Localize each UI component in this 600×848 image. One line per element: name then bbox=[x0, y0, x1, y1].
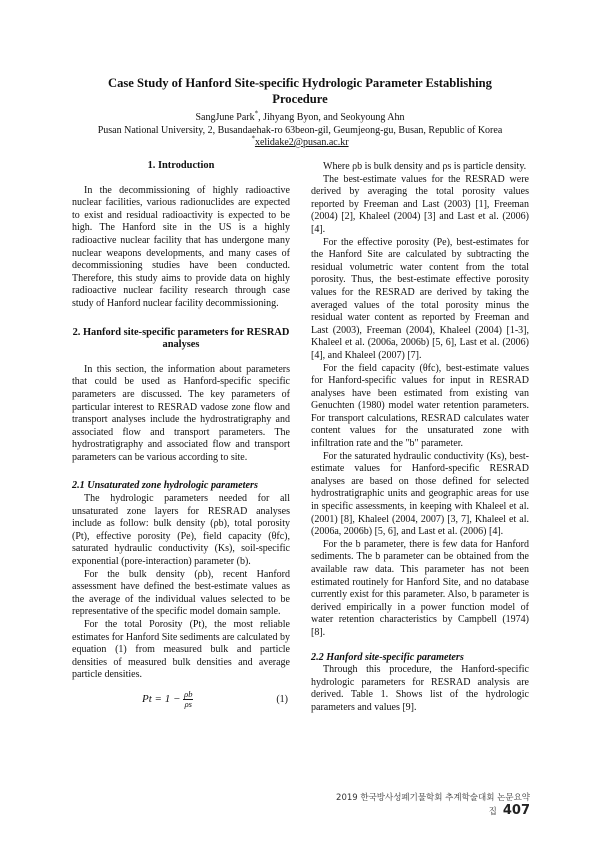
corresponding-mark: * bbox=[254, 109, 259, 118]
equation-1 bbox=[72, 686, 290, 716]
right-paragraph-1: Where ρb is bulk density and ρs is particle density. bbox=[323, 161, 527, 172]
page-number: 407 bbox=[502, 803, 530, 818]
subsection-2-1-paragraph-2: For the bulk density (ρb), recent Hanford assessment have defined the best-estimate values as the average of the individual values selected to be representative of the specific model domain sample. bbox=[72, 568, 290, 618]
subsection-2-1-paragraph-3: For the total Porosity (Pt), the most reliable estimates for Hanford Site sediments are calculated by equation (1) from measured bulk and particle densities of measured bulk densities and average particle densities. bbox=[72, 619, 290, 681]
title-line-2: Procedure bbox=[272, 92, 328, 106]
right-paragraph-5: For the saturated hydraulic conductivity (Ks), best-estimate values for Hanford-specific RESRAD analyses are based on those defined for selected hydrostratigraphic units and geographic areas for use in specific assessments, in keeping with Khaleel et al. (2001) [8], Khaleel (2004, 2007) [3, 7], Khaleel et al. (2006a, 2006b) [5, 6], and Last et al. (2006) [4]. bbox=[311, 450, 529, 538]
email-link[interactable]: xelidake2@pusan.ac.kr bbox=[254, 137, 349, 148]
right-paragraph-3: For the effective porosity (Pe), best-estimates for the Hanford Site are calculated by subtracting the residual volumetric water content from the total porosity. Thus, the best-estimate effective porosity values for the RESRAD are derived by taking the averaged values of the total porosity minus the residual water content as reported by Freeman and Last (2003), Freeman (2004), Khaleel (2004) [1-3], Khaleel et al. (2006a, 2006b) [5, 6], Last et al. (2006) [4], and Khaleel (2007) [7]. bbox=[311, 236, 529, 361]
title-line-1: Case Study of Hanford Site-specific Hydrologic Parameter Establishing bbox=[108, 76, 492, 90]
page-footer bbox=[330, 791, 530, 818]
intro-heading: 1. Introduction bbox=[147, 160, 215, 171]
right-paragraph-4: For the field capacity (θfc), best-estimate values for Hanford-specific values for input in RESRAD analyses have been estimated from existing van Genuchten (1980) model water retention parameters. For transport calculations, RESRAD calculates water content values for the unsaturated zone with infiltration rate and the "b" parameter. bbox=[311, 362, 529, 450]
affiliation: Pusan National University, 2, Busandaehak-ro 63beon-gil, Geumjeong-gu, Busan, Republic of Korea bbox=[97, 125, 503, 136]
right-column bbox=[311, 161, 529, 715]
equation-lhs: Pt = 1 − bbox=[142, 693, 184, 705]
subsection-2-1-paragraph-1: The hydrologic parameters needed for all unsaturated zone layers for RESRAD analyses include as follow: bulk density (ρb), total porosity (Pt), effective porosity (Pe), field capacity (θfc), saturated hydraulic conductivity (Ks), soil-specific exponential (pore-interaction) parameter (b). bbox=[72, 493, 290, 568]
intro-paragraph: In the decommissioning of highly radioactive nuclear facilities, various radionuclides are expected to exist and residual radioactivity is expected to be high. The Hanford site in the US is a highly radioactive nuclear facility that has undergone many nuclear weapons developments, and many cases of decommissioning studies have been conducted. Therefore, this study aims to provide data on highly radioactive nuclear facility research through case study of Hanford nuclear facility decommissioning. bbox=[72, 184, 290, 309]
left-column bbox=[72, 160, 290, 716]
section2-heading: 2. Hanford site-specific parameters for RESRAD analyses bbox=[72, 326, 290, 351]
conference-name: 2019 한국방사성폐기물학회 추계학술대회 논문요약집 bbox=[336, 793, 530, 817]
corresponding-author: SangJune Park bbox=[195, 112, 255, 123]
subsection-2-1-heading: 2.1 Unsaturated zone hydrologic parameters bbox=[72, 480, 258, 492]
equation-body bbox=[142, 690, 193, 709]
paper-title bbox=[60, 75, 540, 107]
equation-fraction bbox=[183, 690, 193, 709]
coauthors: , Jihyang Byon, and Seokyoung Ahn bbox=[258, 112, 405, 123]
author-list bbox=[40, 109, 560, 124]
section2-paragraph: In this section, the information about parameters that could be used as Hanford-specific specific parameters are discussed. The key parameters of particular interest to RESRAD vadose zone flow and transport analyses include the hydrostratigraphy and associated flow and transport parameters. The hydrostratigraphy and associated flow and transport parameters can be various according to site. bbox=[72, 363, 290, 463]
right-paragraph-2: The best-estimate values for the RESRAD were derived by averaging the total porosity values reported by Freeman and Last (2003) [1], Freeman (2004) [2], Khaleel (2004) [3] and Last et al. (2006) [4]. bbox=[311, 173, 529, 235]
subsection-2-2-paragraph: Through this procedure, the Hanford-specific hydrologic parameters for RESRAD analysis are derived. Table 1. Shows list of the hydrologic parameters and values [9]. bbox=[311, 664, 529, 713]
email-mark: * bbox=[251, 134, 255, 143]
contact-email bbox=[40, 134, 560, 149]
equation-number: (1) bbox=[276, 693, 288, 705]
equation-denominator: ρs bbox=[184, 698, 192, 709]
equation-numerator: ρb bbox=[184, 688, 193, 699]
subsection-2-2-heading: 2.2 Hanford site-specific parameters bbox=[311, 651, 464, 663]
right-paragraph-6: For the b parameter, there is few data for Hanford sediments. The b parameter can be obtained from the available raw data. This parameter has not been estimated routinely for Hanford Site, and no database currently exist for this parameter. Also, b parameter is derived empirically in a power function model of water retention characteristics by Campbell (1974) [8]. bbox=[311, 538, 529, 638]
